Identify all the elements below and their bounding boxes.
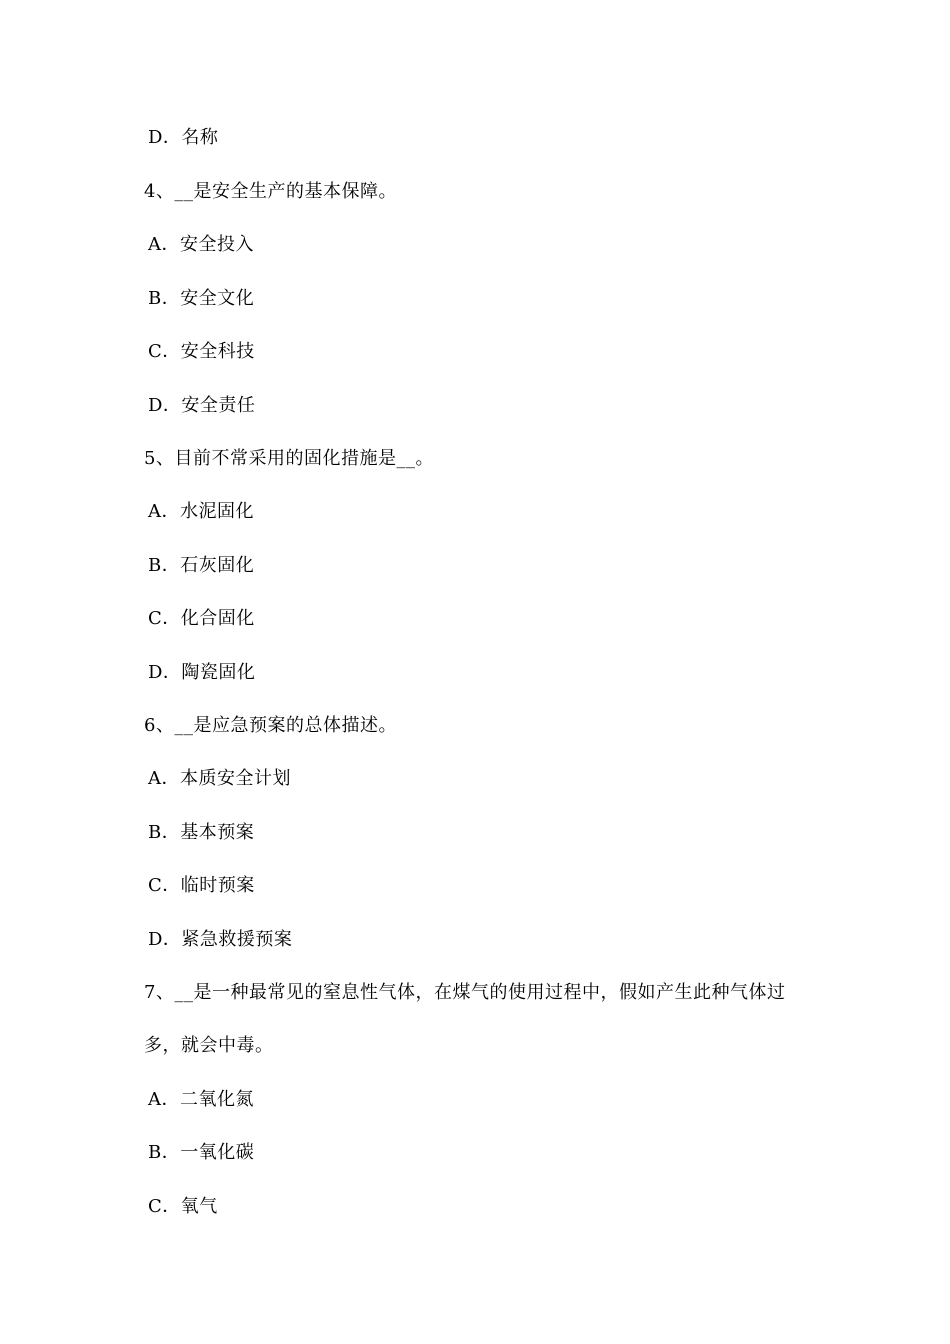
question-4: 4、__是安全生产的基本保障。 [144, 181, 397, 202]
question-6: 6、__是应急预案的总体描述。 [144, 715, 397, 736]
option-d-q4: D．安全责任 [148, 395, 256, 416]
option-b-q7: B．一氧化碳 [148, 1142, 255, 1163]
option-d-q5: D．陶瓷固化 [148, 662, 256, 683]
option-b-q4: B．安全文化 [148, 288, 255, 309]
option-b-q5: B．石灰固化 [148, 555, 255, 576]
option-a-q7: A．二氧化氮 [148, 1089, 254, 1110]
option-a-q4: A．安全投入 [148, 234, 254, 255]
option-d-q6: D．紧急救援预案 [148, 929, 293, 950]
option-c-q4: C．安全科技 [148, 341, 255, 362]
question-7-continued: 多，就会中毒。 [144, 1035, 274, 1056]
option-c-q5: C．化合固化 [148, 608, 255, 629]
option-c-q7: C．氧气 [148, 1196, 218, 1217]
option-d-q3: D．名称 [148, 127, 219, 148]
option-a-q6: A．本质安全计划 [148, 768, 291, 789]
option-b-q6: B．基本预案 [148, 822, 255, 843]
question-7: 7、__是一种最常见的窒息性气体，在煤气的使用过程中，假如产生此种气体过 [144, 982, 786, 1003]
option-a-q5: A．水泥固化 [148, 501, 254, 522]
option-c-q6: C．临时预案 [148, 875, 255, 896]
question-5: 5、目前不常采用的固化措施是__。 [144, 448, 434, 469]
